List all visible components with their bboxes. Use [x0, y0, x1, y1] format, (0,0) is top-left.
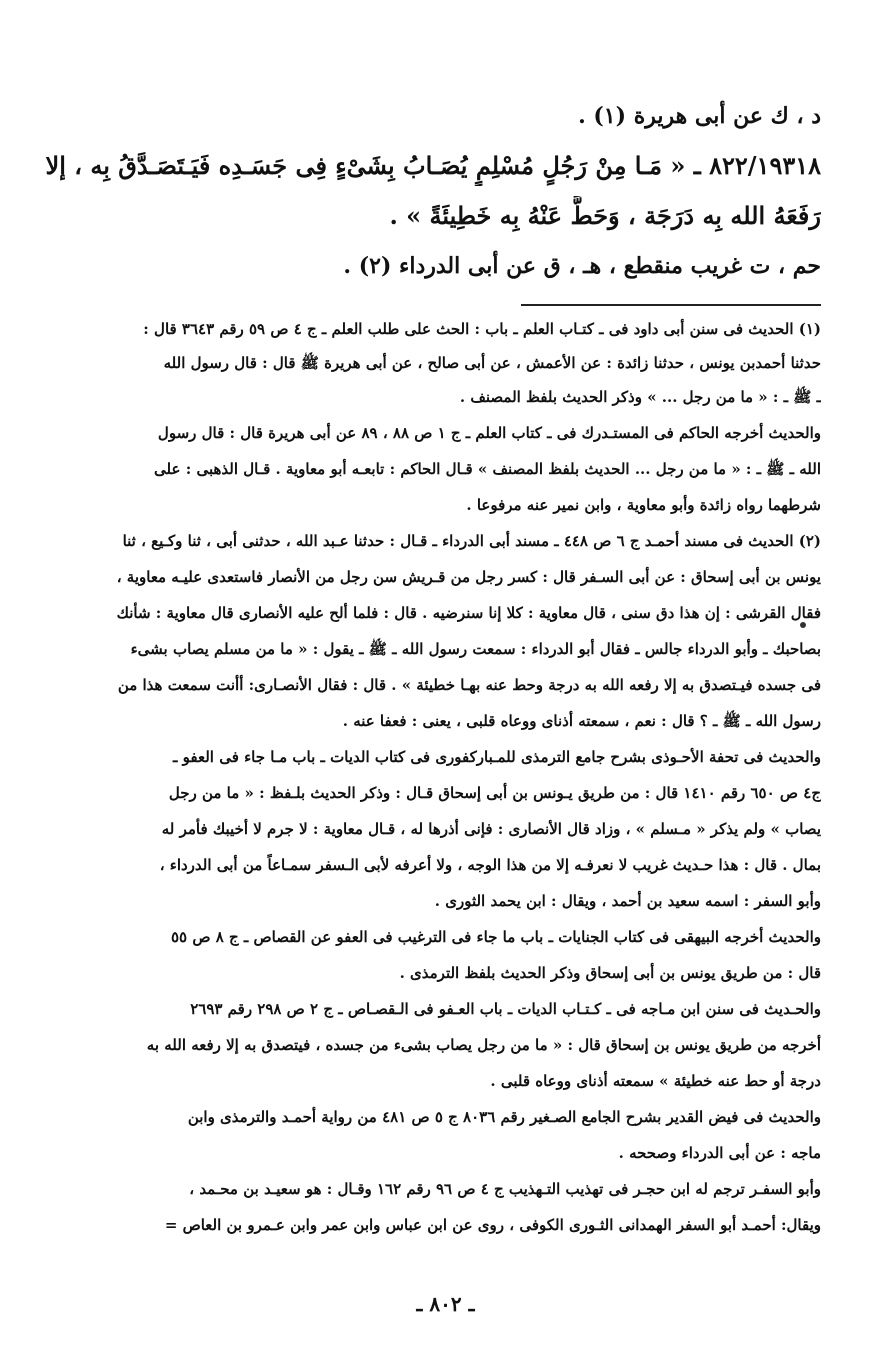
footnote-line: يصاب » ولم يذكر « مـسلم » ، وزاد قال الأنصارى : فإنى أذرها له ، قـال معاوية : لا جرم لا أخيبك فأمر له	[161, 820, 821, 838]
footnote-line: ويقال: أحمـد أبو السفر الهمدانى الثـورى الكوفى ، روى عن ابن عباس وابن عمر وابن عـمرو بن العاص =	[164, 1216, 821, 1234]
footnote-line: (٢) الحديث فى مسند أحمـد ج ٦ ص ٤٤٨ ـ مسند أبى الدرداء ـ قـال : حدثنا عـبد الله ، حدثنى أبى ، ثنا وكـيع ، ثنا	[122, 532, 821, 550]
footnote-line: ـ ﷺ ـ : « ما من رجل ... » وذكر الحديث بلفظ المصنف .	[459, 388, 821, 406]
page-number: ـ ٨٠٢ ـ	[416, 1292, 475, 1316]
footnote-line: بصاحبك ـ وأبو الدرداء جالس ـ فقال أبو الدرداء : سمعت رسول الله ـ ﷺ ـ يقول : « ما من مسلم يصاب بشىء	[130, 640, 821, 658]
footnote-line: وأبو السفر : اسمه سعيد بن أحمد ، ويقال : ابن يحمد الثورى .	[434, 892, 821, 910]
footnote-line: الله ـ ﷺ ـ : « ما من رجل ... الحديث بلفظ المصنف » قـال الحاكم : تابعـه أبو معاوية . قـال الذهبى : على	[154, 460, 821, 478]
hadith-text-line: رَفَعَهُ الله بِه دَرَجَة ، وَحَطَّ عَنْهُ بِه خَطِيئَةً » .	[389, 201, 821, 230]
footnote-line: والحديث أخرجه البيهقى فى كتاب الجنايات ـ باب ما جاء فى الترغيب فى العفو عن القصاص ـ ج ٨ ص ٥٥	[170, 928, 821, 946]
footnote-line: فى جسده فيـتصدق به إلا رفعه الله به درجة وحط عنه بهـا خطيئة » . قال : فقال الأنصـارى: أأنت سمعت هذا من	[117, 676, 821, 694]
source-line: حم ، ت غريب منقطع ، هـ ، ق عن أبى الدرداء (٢) .	[343, 253, 821, 279]
main-text-line: د ، ك عن أبى هريرة (١) .	[578, 103, 821, 129]
footnote-line: (١) الحديث فى سنن أبى داود فى ـ كتـاب العلم ـ باب : الحث على طلب العلم ـ ج ٤ ص ٥٩ رقم ٣٦٤٣ قال :	[143, 320, 821, 338]
footnote-divider	[521, 304, 821, 306]
footnote-line: والحديث فى فيض القدير بشرح الجامع الصـغير رقم ٨٠٣٦ ج ٥ ص ٤٨١ من رواية أحمـد والترمذى وابن	[187, 1108, 821, 1126]
footnote-line: فقال القرشى : إن هذا دق سنى ، قال معاوية : كلا إنا سنرضيه . قال : فلما ألح عليه الأنصارى قال معاوية : شأنك	[116, 604, 821, 622]
footnote-line: وأبو السفـر ترجم له ابن حجـر فى تهذيب التـهذيب ج ٤ ص ٩٦ رقم ١٦٢ وقـال : هو سعيـد بن محـمد ،	[189, 1180, 821, 1198]
footnote-line: والحـديث فى سنن ابن مـاجه فى ـ كـتـاب الديات ـ باب العـفو فى الـقصـاص ـ ج ٢ ص ٢٩٨ رقم ٢٦٩٣	[190, 1000, 821, 1018]
footnote-line: والحديث فى تحفة الأحـوذى بشرح جامع الترمذى للمـباركفورى فى كتاب الديات ـ باب مـا جاء فى العفو ـ	[173, 748, 821, 766]
footnote-line: بمال . قال : هذا حـديث غريب لا نعرفـه إلا من هذا الوجه ، ولا أعرفه لأبى الـسفر سمـاعاً من أبى الدرداء ،	[159, 856, 821, 874]
hadith-text-line: ٨٢٢/١٩٣١٨ ـ « مَـا مِنْ رَجُلٍ مُسْلِمٍ يُصَـابُ بِشَىْءٍ فِى جَسَـدِه فَيَـتَصَـدَّقُ بِه ، إلا	[45, 151, 821, 180]
footnote-line: يونس بن أبى إسحاق : عن أبى السـفر قال : كسر رجل من قـريش سن رجل من الأنصار فاستعدى عليـه معاوية ،	[116, 568, 821, 586]
footnote-line: درجة أو حط عنه خطيئة » سمعته أذناى ووعاه قلبى .	[490, 1072, 821, 1090]
footnote-line: ج٤ ص ٦٥٠ رقم ١٤١٠ قال : من طريق يـونس بن أبى إسحاق قـال : وذكر الحديث بلـفظ : « ما من رجل	[168, 784, 821, 802]
footnote-line: رسول الله ـ ﷺ ـ ؟ قال : نعم ، سمعته أذناى ووعاه قلبى ، يعنى : فعفا عنه .	[342, 712, 821, 730]
footnote-line: والحديث أخرجه الحاكم فى المستـدرك فى ـ كتاب العلم ـ ج ١ ص ٨٨ ، ٨٩ عن أبى هريرة قال : قال رسول	[157, 424, 821, 442]
footnote-line: حدثنا أحمدبن يونس ، حدثنا زائدة : عن الأعمش ، عن أبى صالح ، عن أبى هريرة ﷺ قال : قال رسول الله	[163, 354, 821, 372]
margin-dot	[800, 622, 806, 628]
footnote-line: شرطهما رواه زائدة وأبو معاوية ، وابن نمير عنه مرفوعا .	[466, 496, 821, 514]
footnote-line: ماجه : عن أبى الدرداء وصححه .	[618, 1144, 821, 1162]
footnote-line: أخرجه من طريق يونس بن إسحاق قال : « ما من رجل يصاب بشىء من جسده ، فيتصدق به إلا رفعه الله به	[146, 1036, 821, 1054]
footnote-line: قال : من طريق يونس بن أبى إسحاق وذكر الحديث بلفظ الترمذى .	[399, 964, 821, 982]
